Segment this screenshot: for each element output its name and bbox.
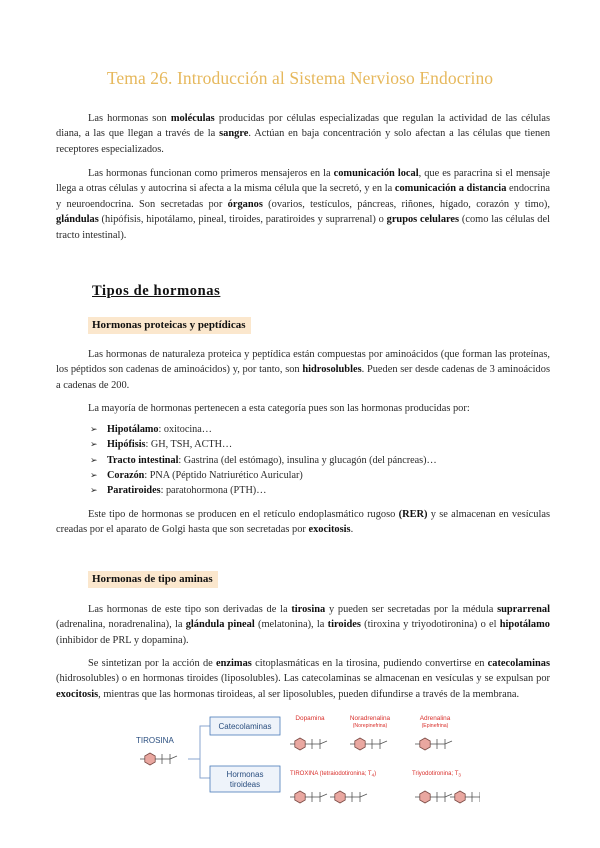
noradrenalina-label: Noradrenalina xyxy=(349,715,391,722)
list-item xyxy=(90,468,540,483)
connector-tiroideas xyxy=(200,759,210,778)
catecolaminas-label: Catecolaminas xyxy=(218,722,272,731)
noradrenalina-alt-label: (Norepinefrina) xyxy=(352,723,388,729)
producers-list xyxy=(90,422,540,498)
proteic-heading: Hormonas proteicas y peptídicas xyxy=(88,317,251,334)
tirosina-label: TIROSINA xyxy=(136,736,174,745)
intro-paragraph-2: Las hormonas funcionan como primeros mensajeros en la comunicación local, que es paracrina si el mensaje llega a otras células y autocrina si afecta a la misma célula que la secretó, y en la comunicación a distancia endocrina y neuroendocrina. Son secretadas por órganos (ovarios, testículos, páncreas, riñones, hígado, corazón y timo), glándulas (hipófisis, hipotálamo, pineal, tiroides, paratiroides y suprarrenal) o grupos celulares (como las células del tracto intestinal). xyxy=(56,168,551,241)
list-term: Corazón xyxy=(107,469,145,481)
list-item xyxy=(90,483,540,498)
tyrosine-derivatives-diagram xyxy=(130,712,480,832)
list-item xyxy=(90,437,540,452)
tiroxina-label: TIROXINA (tetraiodotironina; $T_4$) xyxy=(290,771,377,778)
adrenalina-label: Adrenalina xyxy=(419,715,451,722)
list-text: : oxitocina… xyxy=(158,424,212,435)
section-heading: Tipos de hormonas xyxy=(92,283,221,299)
triyodotironina-label xyxy=(412,771,461,778)
tiroideas-label-line1: Hormonas xyxy=(226,770,264,779)
tiroxina-ring-1 xyxy=(290,791,327,803)
arrow-bullet-icon: ➢ xyxy=(90,469,98,480)
list-text: : Gastrina (del estómago), insulina y glucagón (del páncreas)… xyxy=(178,454,437,466)
connector-catecolaminas xyxy=(188,726,210,759)
list-text: : paratohormona (PTH)… xyxy=(160,485,267,497)
triyodotironina-subscript: 3 xyxy=(458,772,461,778)
intro-paragraph-1: Las hormonas son moléculas producidas por células especializadas que regulan la actividad de las células diana, a las que llegan a través de la sangre. Actúan en baja concentración y solo afectan a las células que tienen receptores especializados. xyxy=(56,113,551,155)
tiroxina-ring-2 xyxy=(330,791,367,803)
list-item xyxy=(90,422,540,437)
adrenalina-molecule xyxy=(415,738,452,750)
adrenalina-alt-label: (Epinefrina) xyxy=(421,723,449,729)
amines-paragraph-2: Se sintetizan por la acción de enzimas citoplasmáticas en la tirosina, pudiendo convertirse en catecolaminas (hidrosolubles) o en hormonas tiroides (liposolubles). Las catecolaminas se almacenan en vesículas y se expulsan por exocitosis, mientras que las hormonas tiroideas, al ser liposolubles, pueden difundirse a través de la membrana. xyxy=(56,658,550,700)
amines-paragraph-1: Las hormonas de este tipo son derivadas de la tirosina y pueden ser secretadas por la médula suprarrenal (adrenalina, noradrenalina), la glándula pineal (melatonina), la tiroides (tiroxina y triyodotironina) o el hipotálamo (inhibidor de PRL y dopamina). xyxy=(56,604,550,646)
arrow-bullet-icon: ➢ xyxy=(90,424,98,434)
dopamina-molecule xyxy=(290,738,327,750)
noradrenalina-molecule xyxy=(350,738,387,750)
list-text: : GH, TSH, ACTH… xyxy=(145,439,233,451)
list-term: Hipotálamo xyxy=(107,424,159,435)
list-item xyxy=(90,453,540,468)
list-text: : PNA (Péptido Natriurético Auricular) xyxy=(144,469,303,481)
tiroideas-label-line2: tiroideas xyxy=(229,780,261,789)
list-term: Hipófisis xyxy=(107,439,146,451)
triyodotironina-ring-2 xyxy=(450,791,480,803)
amines-heading: Hormonas de tipo aminas xyxy=(88,571,218,588)
proteic-paragraph-1: Las hormonas de naturaleza proteica y peptídica están compuestas por aminoácidos (que forman las proteínas, los péptidos son cadenas de aminoácidos) y, por tanto, son hidrosolubles. Pueden ser desde cadenas de 3 aminoácidos a cadenas de 200. xyxy=(56,349,550,391)
arrow-bullet-icon: ➢ xyxy=(90,454,98,465)
triyodotironina-ring-1 xyxy=(415,791,452,803)
tirosina-molecule xyxy=(140,753,177,765)
tiroideas-label xyxy=(227,770,264,789)
triyodotironina-text: Triyodotironina; T xyxy=(412,771,459,777)
arrow-bullet-icon: ➢ xyxy=(90,439,98,450)
proteic-paragraph-3: Este tipo de hormonas se producen en el retículo endoplasmático rugoso (RER) y se almacenan en vesículas creadas por el aparato de Golgi hasta que son secretadas por exocitosis. xyxy=(56,509,550,536)
tiroxina-subscript: 4 xyxy=(371,772,375,778)
list-term: Paratiroides xyxy=(107,485,161,497)
list-term: Tracto intestinal xyxy=(107,454,179,466)
page-title: Tema 26. Introducción al Sistema Nervioso Endocrino xyxy=(106,68,494,88)
arrow-bullet-icon: ➢ xyxy=(90,485,98,496)
dopamina-label: Dopamina xyxy=(295,715,325,722)
proteic-paragraph-2: La mayoría de hormonas pertenecen a esta categoría pues son las hormonas producidas por: xyxy=(88,403,470,414)
tiroxina-text: TIROXINA (tetraiodotironina; T xyxy=(290,771,372,777)
